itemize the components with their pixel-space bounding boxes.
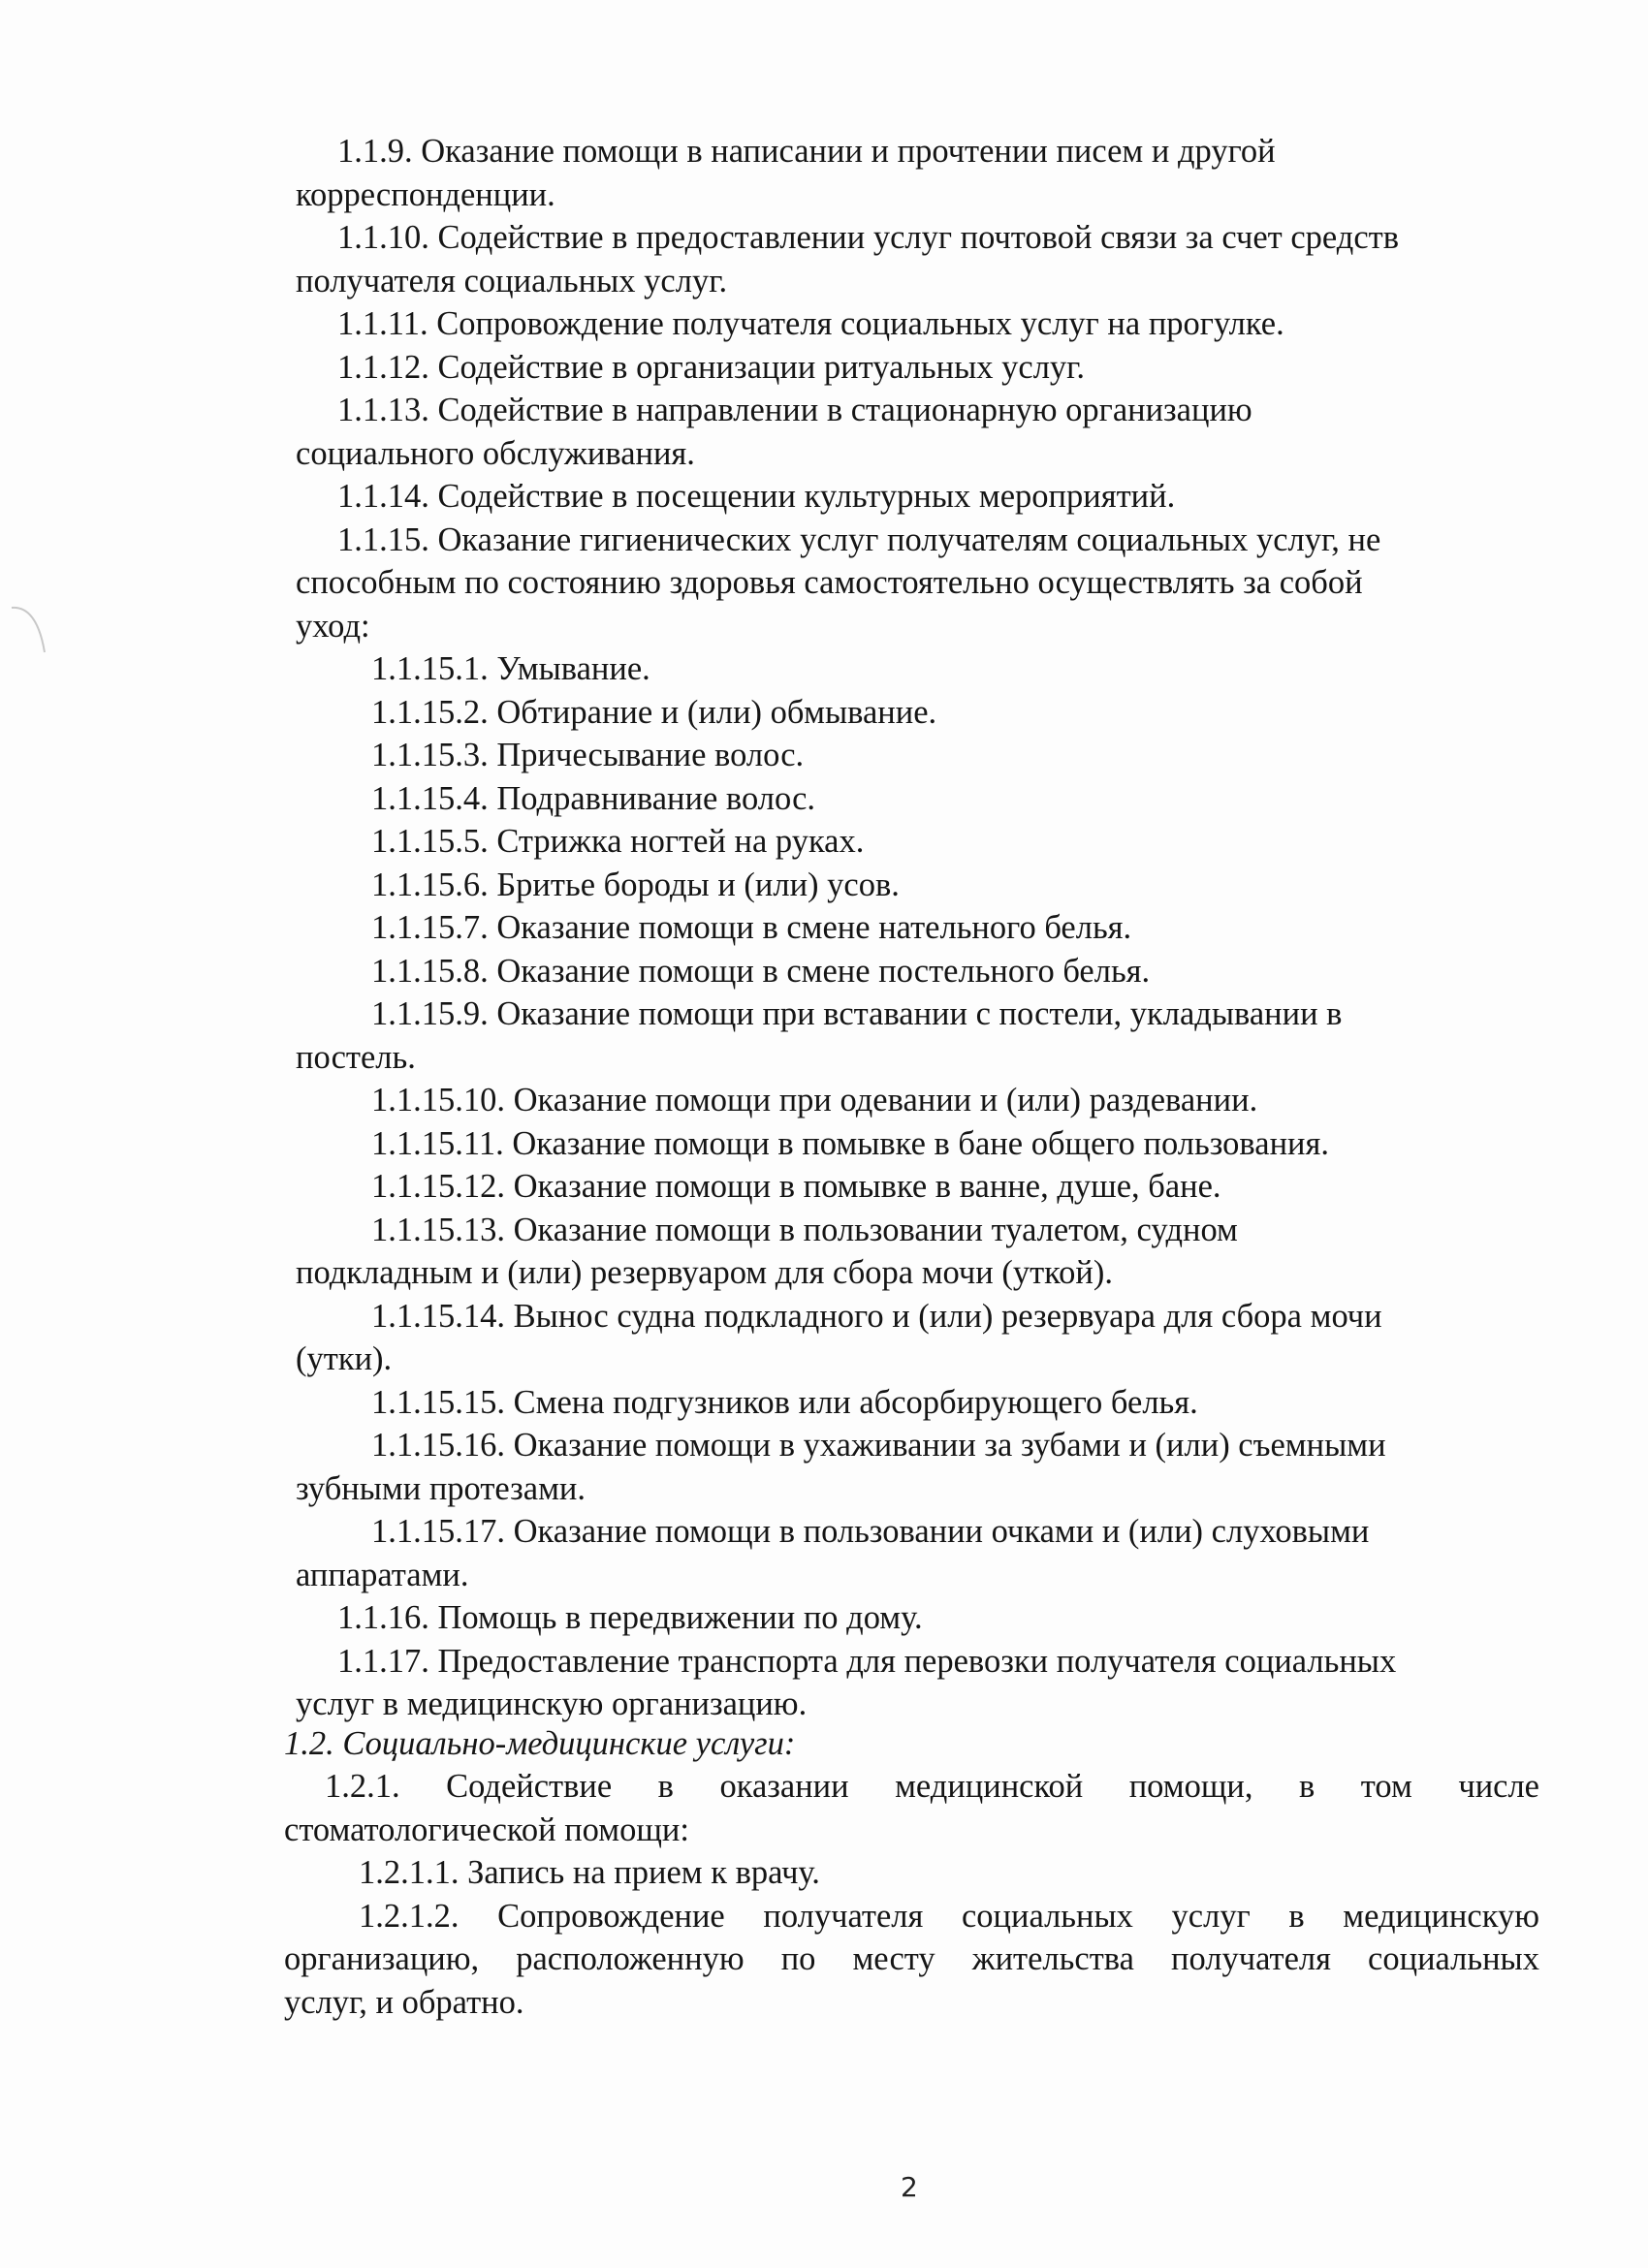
list-item: 1.1.10. Содействие в предоставлении услуг почтовой связи за счет средств [337, 219, 1400, 256]
list-item: 1.1.13. Содействие в направлении в стационарную организацию [337, 392, 1252, 428]
sub-list-item: 1.2.1.1. Запись на прием к врачу. [359, 1854, 820, 1891]
sub-list-item: 1.1.15.16. Оказание помощи в ухаживании за зубами и (или) съемными [371, 1427, 1386, 1464]
list-item: 1.2.1. Содействие в оказании медицинской помощи, в том числе [325, 1768, 1539, 1805]
list-item-continuation: способным по состоянию здоровья самостоятельно осуществлять за собой [296, 564, 1363, 601]
list-item-continuation: услуг, и обратно. [284, 1983, 524, 2021]
list-item: 1.1.15. Оказание гигиенических услуг получателям социальных услуг, не [337, 520, 1381, 558]
sub-list-item: 1.1.15.13. Оказание помощи в пользовании туалетом, судном [371, 1211, 1238, 1248]
sub-list-item: 1.1.15.11. Оказание помощи в помывке в бане общего пользования. [371, 1124, 1330, 1162]
list-item-continuation: корреспонденции. [296, 175, 555, 213]
list-item-continuation: зубными протезами. [296, 1469, 586, 1507]
list-item-continuation: услуг в медицинскую организацию. [296, 1685, 808, 1722]
sub-list-item: 1.1.15.15. Смена подгузников или абсорбирующего белья. [371, 1383, 1198, 1421]
list-item-continuation: подкладным и (или) резервуаром для сбора мочи (уткой). [296, 1254, 1114, 1291]
sub-list-item: 1.2.1.2. Сопровождение получателя социальных услуг в медицинскую [359, 1897, 1539, 1935]
list-item: 1.1.16. Помощь в передвижении по дому. [337, 1599, 923, 1636]
section-heading: 1.2. Социально-медицинские услуги: [284, 1724, 796, 1762]
list-item-continuation: стоматологической помощи: [284, 1811, 689, 1848]
sub-list-item: 1.1.15.7. Оказание помощи в смене нательного белья. [371, 909, 1132, 946]
list-item-continuation: уход: [296, 607, 370, 645]
sub-list-item: 1.1.15.9. Оказание помощи при вставании с постели, укладывании в [371, 995, 1343, 1032]
list-item: 1.1.14. Содействие в посещении культурных мероприятий. [337, 478, 1176, 515]
sub-list-item: 1.1.15.1. Умывание. [371, 650, 650, 687]
sub-list-item: 1.1.15.4. Подравнивание волос. [371, 779, 816, 817]
list-item: 1.1.9. Оказание помощи в написании и прочтении писем и другой [337, 133, 1276, 170]
sub-list-item: 1.1.15.6. Бритье бороды и (или) усов. [371, 866, 900, 903]
sub-list-item: 1.1.15.17. Оказание помощи в пользовании очками и (или) слуховыми [371, 1513, 1370, 1550]
sub-list-item: 1.1.15.14. Вынос судна подкладного и (или) резервуара для сбора мочи [371, 1297, 1382, 1335]
list-item-continuation: (утки). [296, 1340, 393, 1377]
sub-list-item: 1.1.15.5. Стрижка ногтей на руках. [371, 823, 865, 860]
list-item-continuation: аппаратами. [296, 1556, 469, 1593]
list-item-continuation: постель. [296, 1038, 416, 1076]
sub-list-item: 1.1.15.8. Оказание помощи в смене постельного белья. [371, 952, 1151, 990]
page-number: 2 [901, 2171, 918, 2203]
list-item: 1.1.12. Содействие в организации ритуальных услуг. [337, 348, 1086, 386]
sub-list-item: 1.1.15.3. Причесывание волос. [371, 737, 805, 773]
list-item-continuation: получателя социальных услуг. [296, 262, 728, 299]
list-item-continuation: социального обслуживания. [296, 434, 695, 472]
scan-mark-icon [8, 596, 47, 664]
list-item: 1.1.17. Предоставление транспорта для перевозки получателя социальных [337, 1642, 1397, 1680]
sub-list-item: 1.1.15.2. Обтирание и (или) обмывание. [371, 693, 937, 731]
list-item-continuation: организацию, расположенную по месту жительства получателя социальных [284, 1940, 1539, 1977]
sub-list-item: 1.1.15.12. Оказание помощи в помывке в ванне, душе, бане. [371, 1168, 1221, 1205]
sub-list-item: 1.1.15.10. Оказание помощи при одевании и (или) раздевании. [371, 1082, 1258, 1118]
list-item: 1.1.11. Сопровождение получателя социальных услуг на прогулке. [337, 305, 1284, 342]
